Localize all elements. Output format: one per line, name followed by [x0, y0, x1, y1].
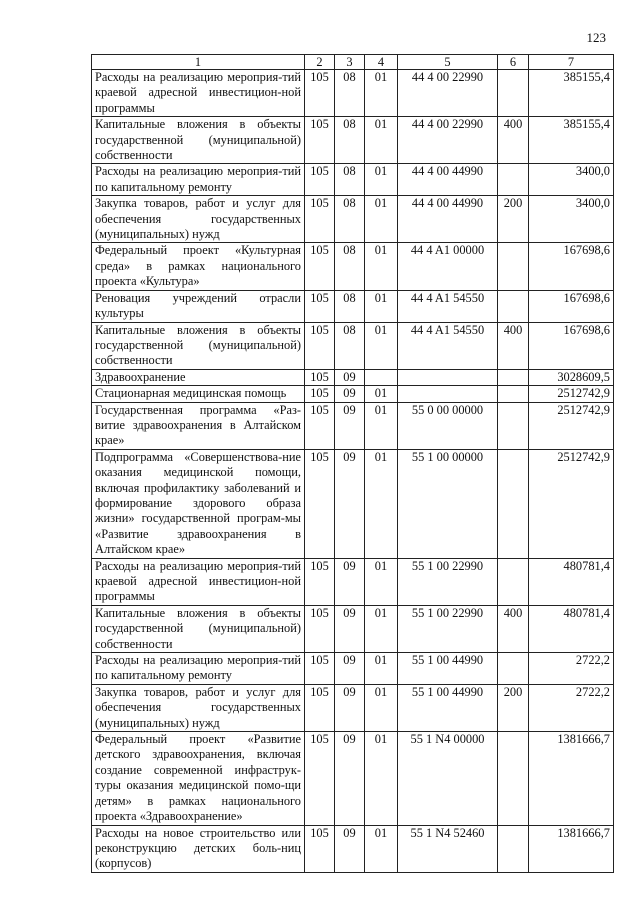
expense-type-code: 400 — [498, 322, 529, 369]
ministry-code: 105 — [305, 605, 335, 652]
ministry-code: 105 — [305, 558, 335, 605]
row-name: Государственная программа «Раз-витие здравоохранения в Алтайском крае» — [92, 402, 305, 449]
table-row — [92, 117, 614, 164]
table-row — [92, 653, 614, 685]
column-header: 2 — [305, 55, 335, 70]
target-article-code: 55 1 00 44990 — [398, 684, 498, 731]
subsection-code: 01 — [365, 684, 398, 731]
table-row — [92, 369, 614, 385]
expense-type-code — [498, 732, 529, 825]
subsection-code — [365, 369, 398, 385]
section-code: 09 — [335, 605, 365, 652]
table-row — [92, 558, 614, 605]
target-article-code: 44 4 00 44990 — [398, 196, 498, 243]
page-number: 123 — [586, 30, 606, 45]
subsection-code: 01 — [365, 449, 398, 558]
table-body — [92, 70, 614, 873]
ministry-code: 105 — [305, 243, 335, 290]
ministry-code: 105 — [305, 117, 335, 164]
section-code: 09 — [335, 653, 365, 685]
row-name: Подпрограмма «Совершенствова-ние оказания медицинской помощи, включая профилактику заболеваний и формирование здорового образа жизни» государственной програм-мы «Развитие здравоохранения в Алтайском крае» — [92, 449, 305, 558]
expense-type-code: 400 — [498, 605, 529, 652]
table-row — [92, 732, 614, 825]
ministry-code: 105 — [305, 449, 335, 558]
target-article-code: 55 1 00 22990 — [398, 605, 498, 652]
table-row — [92, 825, 614, 872]
ministry-code: 105 — [305, 684, 335, 731]
target-article-code: 44 4 A1 00000 — [398, 243, 498, 290]
subsection-code: 01 — [365, 117, 398, 164]
expense-type-code: 200 — [498, 684, 529, 731]
target-article-code: 44 4 A1 54550 — [398, 322, 498, 369]
subsection-code: 01 — [365, 243, 398, 290]
amount-value: 3400,0 — [529, 196, 614, 243]
target-article-code: 55 1 00 22990 — [398, 558, 498, 605]
amount-value: 2722,2 — [529, 653, 614, 685]
column-header: 5 — [398, 55, 498, 70]
target-article-code: 44 4 00 44990 — [398, 164, 498, 196]
ministry-code: 105 — [305, 732, 335, 825]
ministry-code: 105 — [305, 386, 335, 402]
column-header: 3 — [335, 55, 365, 70]
subsection-code: 01 — [365, 732, 398, 825]
amount-value: 2512742,9 — [529, 386, 614, 402]
table-row — [92, 196, 614, 243]
target-article-code: 55 1 00 44990 — [398, 653, 498, 685]
row-name: Расходы на новое строительство или реконструкцию детских боль-ниц (корпусов) — [92, 825, 305, 872]
target-article-code: 55 1 N4 00000 — [398, 732, 498, 825]
expense-type-code — [498, 558, 529, 605]
table-row — [92, 449, 614, 558]
row-name: Закупка товаров, работ и услуг для обеспечения государственных (муниципальных) нужд — [92, 684, 305, 731]
row-name: Капитальные вложения в объекты государственной (муниципальной) собственности — [92, 605, 305, 652]
column-header: 1 — [92, 55, 305, 70]
table-row — [92, 684, 614, 731]
section-code: 09 — [335, 402, 365, 449]
table-row — [92, 164, 614, 196]
target-article-code: 55 1 00 00000 — [398, 449, 498, 558]
ministry-code: 105 — [305, 825, 335, 872]
expense-type-code — [498, 386, 529, 402]
ministry-code: 105 — [305, 164, 335, 196]
section-code: 09 — [335, 386, 365, 402]
amount-value: 480781,4 — [529, 605, 614, 652]
amount-value: 167698,6 — [529, 290, 614, 322]
amount-value: 385155,4 — [529, 117, 614, 164]
amount-value: 1381666,7 — [529, 732, 614, 825]
amount-value: 2722,2 — [529, 684, 614, 731]
table-row — [92, 243, 614, 290]
subsection-code: 01 — [365, 402, 398, 449]
expense-type-code — [498, 449, 529, 558]
subsection-code: 01 — [365, 653, 398, 685]
expense-type-code — [498, 243, 529, 290]
column-header: 7 — [529, 55, 614, 70]
table-row — [92, 70, 614, 117]
amount-value: 2512742,9 — [529, 449, 614, 558]
expense-type-code — [498, 825, 529, 872]
row-name: Капитальные вложения в объекты государственной (муниципальной) собственности — [92, 117, 305, 164]
column-header: 6 — [498, 55, 529, 70]
section-code: 08 — [335, 70, 365, 117]
row-name: Стационарная медицинская помощь — [92, 386, 305, 402]
section-code: 09 — [335, 369, 365, 385]
column-header: 4 — [365, 55, 398, 70]
section-code: 09 — [335, 825, 365, 872]
subsection-code: 01 — [365, 290, 398, 322]
amount-value: 167698,6 — [529, 243, 614, 290]
amount-value: 480781,4 — [529, 558, 614, 605]
table-row — [92, 402, 614, 449]
table-row — [92, 322, 614, 369]
target-article-code: 55 1 N4 52460 — [398, 825, 498, 872]
row-name: Реновация учреждений отрасли культуры — [92, 290, 305, 322]
table-row — [92, 386, 614, 402]
amount-value: 1381666,7 — [529, 825, 614, 872]
row-name: Закупка товаров, работ и услуг для обеспечения государственных (муниципальных) нужд — [92, 196, 305, 243]
target-article-code — [398, 369, 498, 385]
ministry-code: 105 — [305, 369, 335, 385]
amount-value: 3400,0 — [529, 164, 614, 196]
header-row — [92, 55, 614, 70]
budget-table — [91, 54, 614, 873]
expense-type-code — [498, 290, 529, 322]
ministry-code: 105 — [305, 402, 335, 449]
row-name: Расходы на реализацию мероприя-тий по капитальному ремонту — [92, 164, 305, 196]
subsection-code: 01 — [365, 322, 398, 369]
expense-type-code: 200 — [498, 196, 529, 243]
subsection-code: 01 — [365, 196, 398, 243]
amount-value: 3028609,5 — [529, 369, 614, 385]
target-article-code: 44 4 00 22990 — [398, 117, 498, 164]
target-article-code: 55 0 00 00000 — [398, 402, 498, 449]
subsection-code: 01 — [365, 605, 398, 652]
row-name: Федеральный проект «Развитие детского здравоохранения, включая создание современной инфраструк-туры оказания медицинской помо-щи детям» в рамках национального проекта «Здравоохранение» — [92, 732, 305, 825]
section-code: 09 — [335, 684, 365, 731]
ministry-code: 105 — [305, 290, 335, 322]
section-code: 09 — [335, 732, 365, 825]
amount-value: 2512742,9 — [529, 402, 614, 449]
subsection-code: 01 — [365, 164, 398, 196]
row-name: Здравоохранение — [92, 369, 305, 385]
amount-value: 167698,6 — [529, 322, 614, 369]
ministry-code: 105 — [305, 70, 335, 117]
section-code: 08 — [335, 290, 365, 322]
row-name: Федеральный проект «Культурная среда» в рамках национального проекта «Культура» — [92, 243, 305, 290]
subsection-code: 01 — [365, 70, 398, 117]
section-code: 08 — [335, 196, 365, 243]
expense-type-code — [498, 402, 529, 449]
row-name: Капитальные вложения в объекты государственной (муниципальной) собственности — [92, 322, 305, 369]
expense-type-code: 400 — [498, 117, 529, 164]
target-article-code: 44 4 A1 54550 — [398, 290, 498, 322]
subsection-code: 01 — [365, 558, 398, 605]
target-article-code: 44 4 00 22990 — [398, 70, 498, 117]
expense-type-code — [498, 164, 529, 196]
ministry-code: 105 — [305, 653, 335, 685]
expense-type-code — [498, 369, 529, 385]
expense-type-code — [498, 70, 529, 117]
section-code: 08 — [335, 164, 365, 196]
target-article-code — [398, 386, 498, 402]
section-code: 09 — [335, 558, 365, 605]
table-row — [92, 605, 614, 652]
table-row — [92, 290, 614, 322]
section-code: 09 — [335, 449, 365, 558]
row-name: Расходы на реализацию мероприя-тий краевой адресной инвестицион-ной программы — [92, 70, 305, 117]
ministry-code: 105 — [305, 322, 335, 369]
section-code: 08 — [335, 117, 365, 164]
section-code: 08 — [335, 243, 365, 290]
subsection-code: 01 — [365, 825, 398, 872]
expense-type-code — [498, 653, 529, 685]
section-code: 08 — [335, 322, 365, 369]
subsection-code: 01 — [365, 386, 398, 402]
amount-value: 385155,4 — [529, 70, 614, 117]
row-name: Расходы на реализацию мероприя-тий краевой адресной инвестицион-ной программы — [92, 558, 305, 605]
ministry-code: 105 — [305, 196, 335, 243]
row-name: Расходы на реализацию мероприя-тий по капитальному ремонту — [92, 653, 305, 685]
